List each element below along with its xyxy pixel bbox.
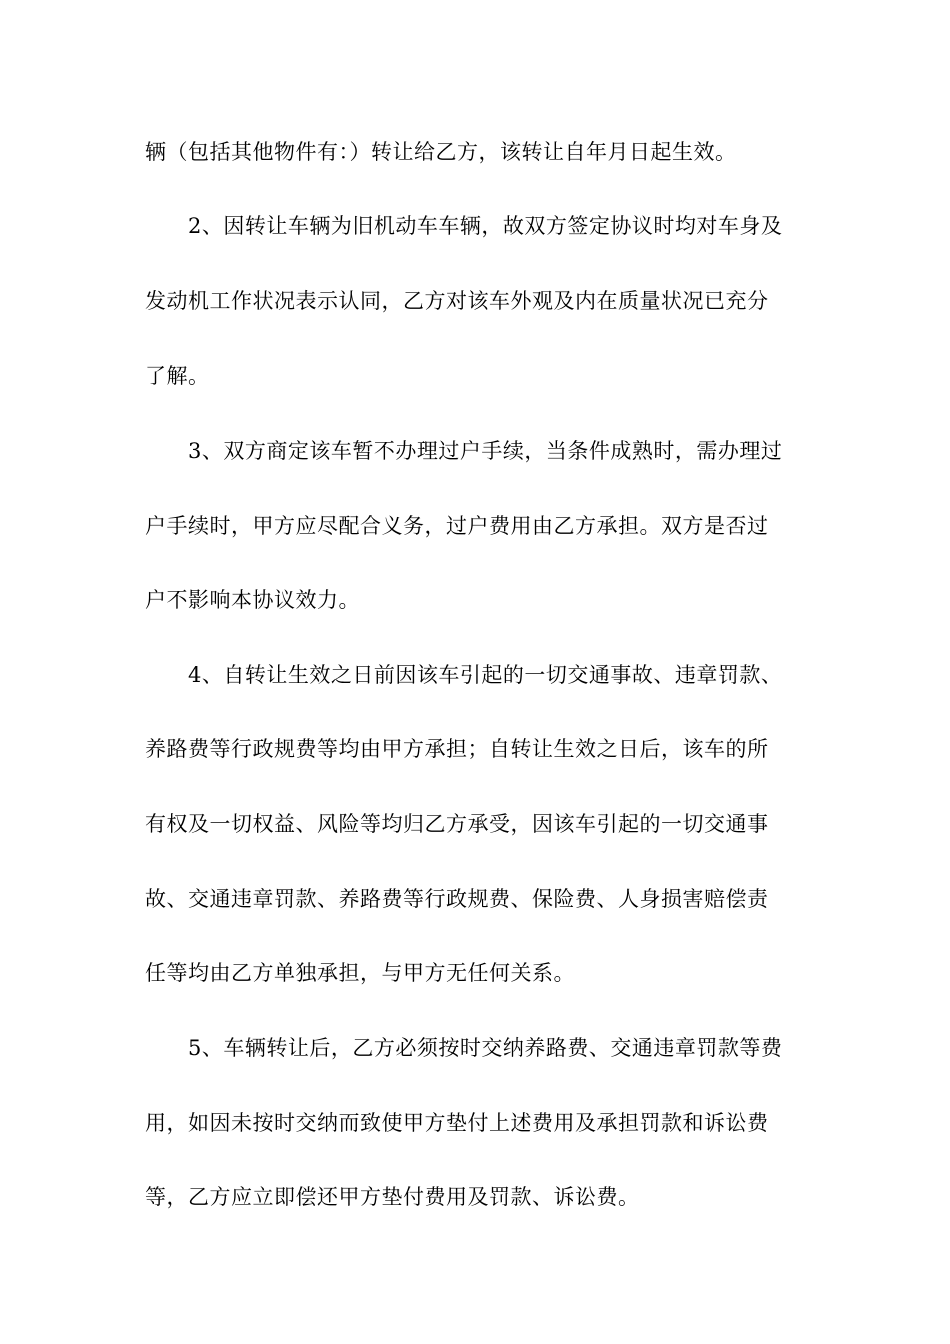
clause-5-line: 5、车辆转让后，乙方必须按时交纳养路费、交通违章罚款等费 — [188, 1036, 783, 1060]
text-line: 发动机工作状况表示认同，乙方对该车外观及内在质量状况已充分 — [145, 289, 769, 313]
text-line: 辆（包括其他物件有：）转让给乙方，该转让自年月日起生效。 — [145, 140, 737, 164]
text-line: 了解。 — [145, 364, 210, 388]
text-line: 任等均由乙方单独承担，与甲方无任何关系。 — [145, 961, 575, 985]
text-line: 故、交通违章罚款、养路费等行政规费、保险费、人身损害赔偿责 — [145, 887, 769, 911]
clause-2-line: 2、因转让车辆为旧机动车车辆，故双方签定协议时均对车身及 — [188, 214, 783, 238]
text-line: 养路费等行政规费等均由甲方承担；自转让生效之日后，该车的所 — [145, 737, 769, 761]
text-line: 有权及一切权益、风险等均归乙方承受，因该车引起的一切交通事 — [145, 812, 769, 836]
text-line: 用，如因未按时交纳而致使甲方垫付上述费用及承担罚款和诉讼费 — [145, 1111, 769, 1135]
clause-3-line: 3、双方商定该车暂不办理过户手续，当条件成熟时，需办理过 — [188, 439, 783, 463]
clause-4-line: 4、自转让生效之日前因该车引起的一切交通事故、违章罚款、 — [188, 663, 783, 687]
text-line: 等，乙方应立即偿还甲方垫付费用及罚款、诉讼费。 — [145, 1185, 640, 1209]
text-line: 户手续时，甲方应尽配合义务，过户费用由乙方承担。双方是否过 — [145, 514, 769, 538]
text-line: 户不影响本协议效力。 — [145, 588, 360, 612]
